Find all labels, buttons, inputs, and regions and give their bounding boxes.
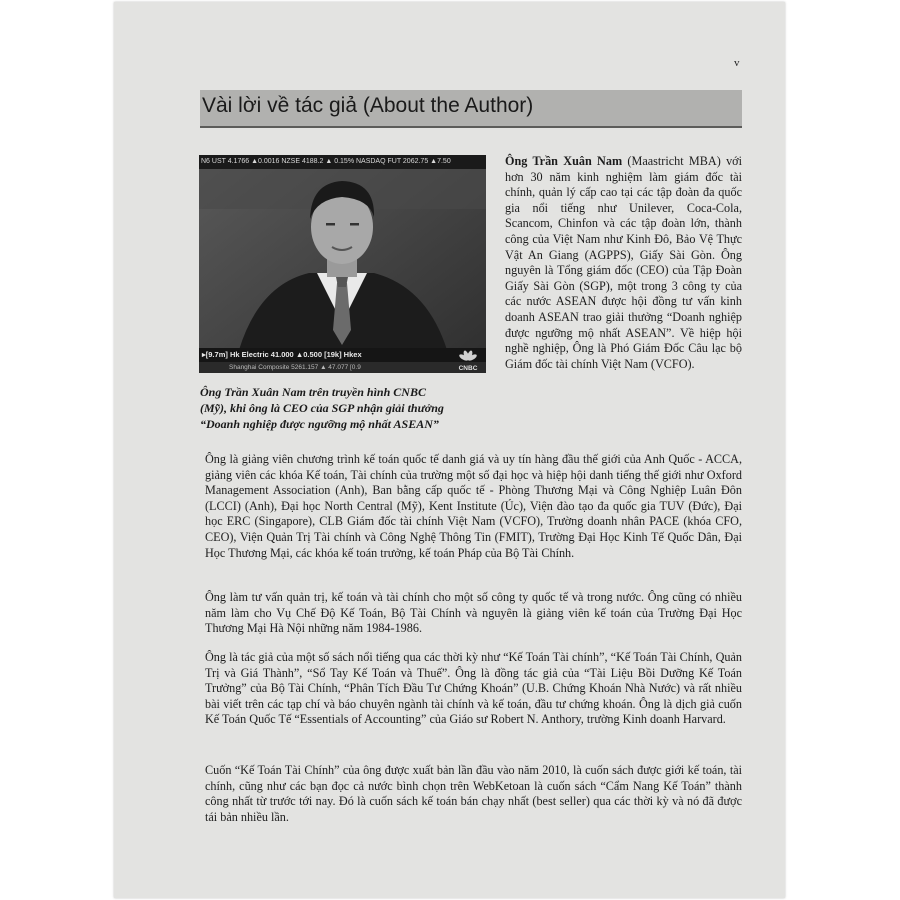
body-paragraph: Ông là tác giả của một số sách nổi tiếng qua các thời kỳ như “Kế Toán Tài chính”, “Kế Toán Tài Chính, Quản Trị và Giá Thành”, “Sổ Tay Kế Toán và Thuế”. Ông là đồng tác giả của “Tài Liệu Bồi Dưỡng Kế Toán Trưởng” của Bộ Tài Chính, “Phân Tích Đầu Tư Chứng Khoán” (U.B. Chứng Khoán Nhà Nước) và rất nhiều bài viết trên các tạp chí và báo chuyên ngành tài chính và kế toán, đầu tư chứng khoán. Ông là dịch giả cuốn Kế Toán Quốc Tế “Essentials of Accounting” của Giáo sư Robert N. Anthory, trường Kinh doanh Harvard. bbox=[205, 650, 742, 727]
body-paragraph: Ông là giảng viên chương trình kế toán quốc tế danh giá và uy tín hàng đầu thế giới của Anh Quốc - ACCA, giảng viên các khóa Kế toán, Tài chính của trường một số đại học và hiệp hội danh tiếng thế giới như Oxford Management Association (Anh), Ban bằng cấp quốc tế - Phòng Thương Mại và Công Nghiệp Luân Đôn (LCCI) (Anh), Đại học North Central (Mỹ), Kent Institute (Úc), Viện đào tạo đa quốc gia TUV (Đức), Đại học ERC (Singapore), CLB Giám đốc tài chính Việt Nam (VCFO), Trường doanh nhân PACE (khóa CFO, CEO), Viện Quản Trị Tài chính và Công Nghệ Thông Tin (FMIT), Trường Đại Học Kinh Tế Quốc Dân, Đại Học Thương Mại, các khóa kế toán trưởng, kế toán Pháp của Bộ Tài Chính. bbox=[205, 452, 742, 560]
photo-caption bbox=[200, 384, 500, 432]
tv-ticker-bottom: ▸[9.7m] Hk Electric 41.000 ▲0.500 [19k] Hkex bbox=[199, 348, 486, 362]
section-title-bar bbox=[200, 90, 742, 128]
tv-ticker-index: Shanghai Composite 5261.157 ▲ 47.077 [0.9 bbox=[199, 362, 486, 373]
caption-line: (Mỹ), khi ông là CEO của SGP nhận giải thưởng bbox=[200, 401, 444, 415]
author-name: Ông Trần Xuân Nam bbox=[505, 154, 623, 168]
body-paragraph: Cuốn “Kế Toán Tài Chính” của ông được xuất bản lần đầu vào năm 2010, là cuốn sách được giới kế toán, tài chính, cũng như các bạn đọc cả nước bình chọn trên WebKetoan là cuốn sách “Cẩm Nang Kế Toán” thành công nhất từ trước tới nay. Đó là cuốn sách kế toán bán chạy nhất (best seller) qua các thời kỳ và nó đã được tái bản nhiều lần. bbox=[205, 763, 742, 824]
tv-ticker-top: N6 UST 4.1766 ▲0.0016 NZSE 4188.2 ▲ 0.15% NASDAQ FUT 2062.75 ▲7.50 bbox=[199, 155, 486, 169]
author-portrait bbox=[199, 155, 486, 373]
author-photo bbox=[199, 155, 486, 373]
section-title: Vài lời về tác giả (About the Author) bbox=[202, 94, 534, 117]
caption-line: “Doanh nghiệp được ngưỡng mộ nhất ASEAN” bbox=[200, 417, 439, 431]
page-number: v bbox=[734, 57, 740, 69]
author-intro bbox=[505, 154, 742, 372]
author-intro-text: (Maastricht MBA) với hơn 30 năm kinh nghiệm làm giám đốc tài chính, quản lý cấp cao tại các tập đoàn đa quốc gia nổi tiếng như Unilever, Coca-Cola, Scancom, Chinfon và các tập đoàn lớn, thành công của Việt Nam như Kinh Đô, Bảo Vệ Thực Vật An Giang (AGPPS), Giấy Sài Gòn. Ông nguyên là Tổng giám đốc (CEO) của Tập Đoàn Giấy Sài Gòn (SGP), một trong 3 công ty của các nước ASEAN được hội đồng tư vấn kinh doanh ASEAN trao giải thưởng “Doanh nghiệp được ngưỡng mộ nhất ASEAN”. Về hiệp hội nghề nghiệp, Ông là Phó Giám Đốc Câu lạc bộ Giám đốc tài chính Việt Nam (VCFO). bbox=[505, 154, 742, 371]
body-paragraph: Ông làm tư vấn quản trị, kế toán và tài chính cho một số công ty quốc tế và trong nước. Ông cũng có nhiều năm làm cho Vụ Chế Độ Kế Toán, Bộ Tài Chính và nguyên là giảng viên kế toán của Trường Đại Học Thương Mại Hà Nội những năm 1984-1986. bbox=[205, 590, 742, 636]
caption-line: Ông Trần Xuân Nam trên truyền hình CNBC bbox=[200, 385, 426, 399]
cnbc-logo-text: CNBC bbox=[458, 365, 478, 372]
cnbc-logo bbox=[453, 348, 483, 372]
